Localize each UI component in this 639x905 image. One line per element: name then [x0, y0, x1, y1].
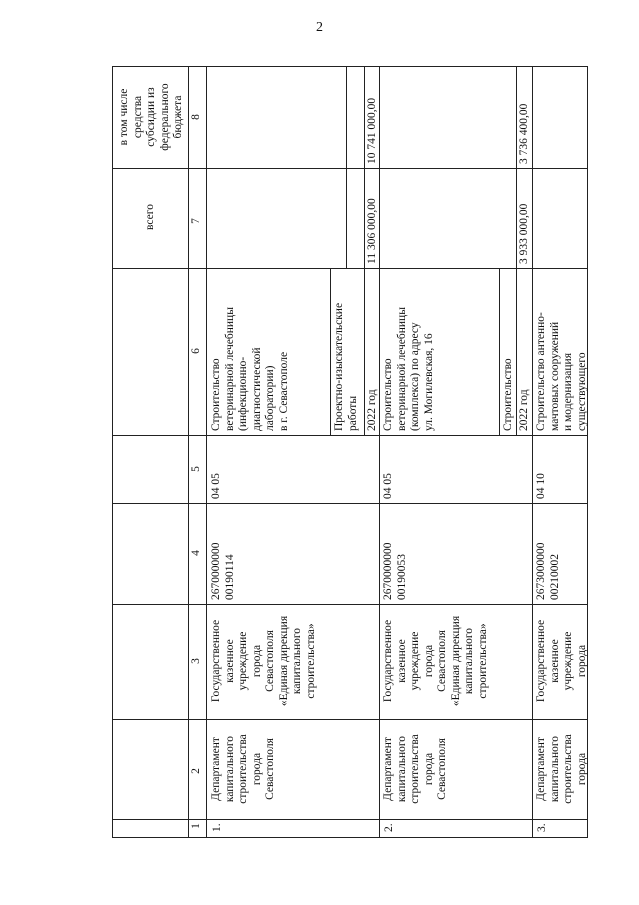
row3-department: Департамент капитального строительства города — [535, 734, 588, 804]
col-sep-4-5 — [113, 503, 587, 504]
row-sep-1-work — [330, 268, 331, 435]
row2-total: 3 933 000,00 — [518, 203, 530, 264]
budget-table — [112, 66, 588, 838]
col-num-2: 2 — [190, 768, 202, 774]
col-title-federal: в том числе средства субсидии из федерального бюджета — [118, 83, 184, 151]
row-sep-header — [188, 67, 189, 837]
row2-section: 04 05 — [382, 473, 394, 499]
row1-number: 1. — [211, 823, 223, 832]
row1-code: 2670000000 00190114 — [210, 542, 236, 600]
row1-object: Строительство ветеринарной лечебницы (инфекционно- диагностической лаборатории) в г. Севастополе — [210, 307, 290, 431]
row3-institution: Государственное казенное учреждение города — [535, 619, 588, 703]
col-num-4: 4 — [190, 550, 202, 556]
row2-code: 2670000000 00190053 — [382, 542, 408, 600]
col-num-7: 7 — [190, 218, 202, 224]
row3-number: 3. — [536, 823, 548, 832]
row3-object: Строительство антенно- мачтовых сооружений и модернизация существующего — [535, 312, 588, 431]
row2-federal: 3 736 400,00 — [518, 103, 530, 164]
row2-object: Строительство ветеринарной лечебницы (комплекса) по адресу ул. Могилевская, 16 — [382, 307, 435, 431]
row2-department: Департамент капитального строительства города Севастополя — [382, 734, 448, 804]
row2-year: 2022 год — [518, 389, 530, 431]
row1-work-type: Проектно-изыскательские работы — [333, 302, 359, 431]
row1-section: 04 05 — [210, 473, 222, 499]
row1-department: Департамент капитального строительства города Севастополя — [210, 734, 276, 804]
col-num-1: 1 — [190, 823, 202, 829]
row3-section: 04 10 — [535, 473, 547, 499]
col-num-6: 6 — [190, 348, 202, 354]
year-sep-1 — [346, 67, 347, 268]
row-sep-2-end — [532, 67, 533, 837]
row-sep-num — [206, 67, 207, 837]
col-title-total: всего — [144, 204, 156, 230]
row1-year: 2022 год — [366, 389, 378, 431]
col-sep-3-4 — [113, 604, 587, 605]
row-sep-1-end — [379, 67, 380, 837]
row3-code: 2673000000 00210002 — [535, 542, 561, 600]
col-sep-2-3 — [113, 719, 587, 720]
row2-work-type: Строительство — [502, 358, 514, 431]
col-sep-5-6 — [113, 435, 587, 436]
row-sep-2-year — [516, 67, 517, 435]
row2-institution: Государственное казенное учреждение города Севастополя «Единая дирекция капитального строительства» — [382, 615, 489, 707]
col-num-5: 5 — [190, 466, 202, 472]
row2-number: 2. — [383, 823, 395, 832]
page-number: 2 — [316, 20, 323, 35]
col-num-8: 8 — [190, 114, 202, 120]
col-num-3: 3 — [190, 658, 202, 664]
col-sep-1-2 — [113, 819, 587, 820]
row-sep-2-work — [499, 268, 500, 435]
row1-total: 11 306 000,00 — [366, 198, 378, 264]
row1-institution: Государственное казенное учреждение города Севастополя «Единая дирекция капитального строительства» — [210, 615, 317, 707]
row1-federal: 10 741 000,00 — [366, 97, 378, 164]
row-sep-1-year — [364, 67, 365, 435]
